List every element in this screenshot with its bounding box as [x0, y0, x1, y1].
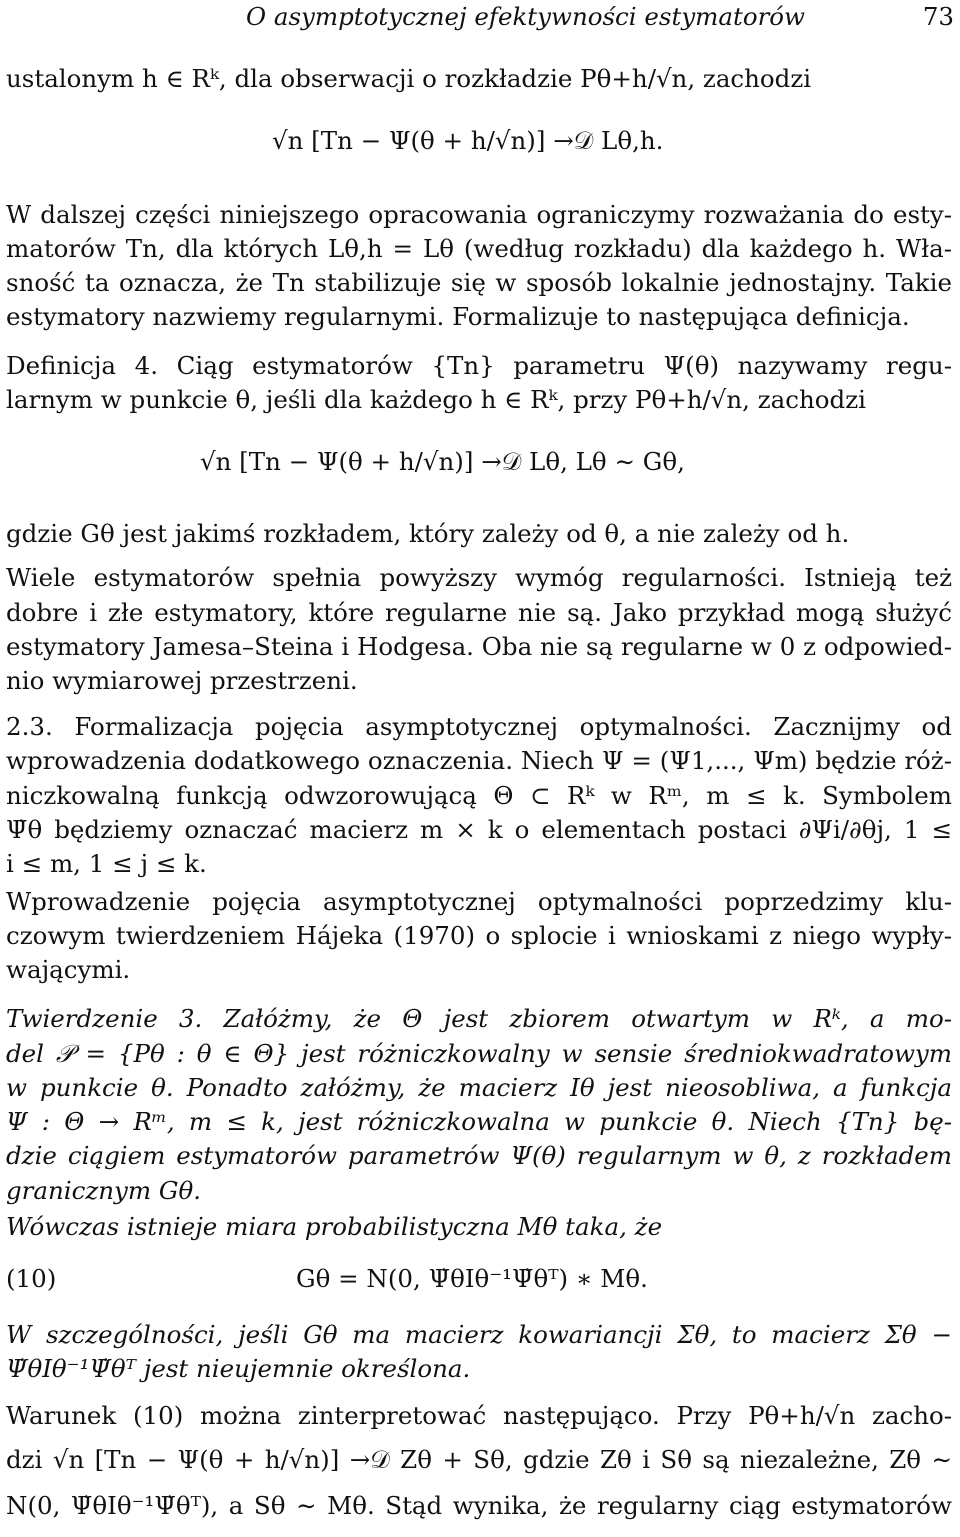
text-line: wającymi. — [6, 955, 131, 984]
text-line: niczkowalną funkcją odwzorowującą Θ ⊂ Rᵏ w Rᵐ, m ≤ k. Symbolem — [6, 781, 952, 810]
text-line: larnym w punkcie θ, jeśli dla każdego h ∈ Rᵏ, przy Pθ+h/√n, zachodzi — [6, 385, 866, 414]
text-line: sność ta oznacza, że Tn stabilizuje się w sposób lokalnie jednostajny. Takie — [6, 268, 952, 297]
running-title: O asymptotycznej efektywności estymatorów — [246, 2, 806, 31]
running-header — [0, 2, 960, 32]
text-line: granicznym Gθ. — [6, 1176, 201, 1205]
text-line: Wprowadzenie pojęcia asymptotycznej optymalności poprzedzimy klu- — [6, 887, 952, 916]
text-line: 2.3. Formalizacja pojęcia asymptotycznej optymalności. Zacznijmy od — [6, 712, 952, 741]
text-line: dzie ciągiem estymatorów parametrów Ψ(θ) regularnym w θ, z rozkładem — [6, 1141, 952, 1170]
text-line: i ≤ m, 1 ≤ j ≤ k. — [6, 849, 207, 878]
text-line: matorów Tn, dla których Lθ,h = Lθ (według rozkładu) dla każdego h. Wła- — [6, 234, 952, 263]
text-line: Wiele estymatorów spełnia powyższy wymóg regularności. Istnieją też — [6, 563, 952, 592]
text-line: Warunek (10) można zinterpretować następująco. Przy Pθ+h/√n zacho- — [6, 1401, 952, 1430]
text-line: gdzie Gθ jest jakimś rozkładem, który zależy od θ, a nie zależy od h. — [6, 519, 850, 548]
text-line: dzi √n [Tn − Ψ(θ + h/√n)] →𝒟 Zθ + Sθ, gdzie Zθ i Sθ są niezależne, Zθ ∼ — [6, 1445, 952, 1474]
text-line: estymatory nazwiemy regularnymi. Formalizuje to następująca definicja. — [6, 302, 910, 331]
text-line: Ψ : Θ → Rᵐ, m ≤ k, jest różniczkowalna w punkcie θ. Niech {Tn} bę- — [6, 1107, 952, 1136]
display-equation: √n [Tn − Ψ(θ + h/√n)] →𝒟 Lθ, Lθ ∼ Gθ, — [200, 447, 685, 476]
text-line: nio wymiarowej przestrzeni. — [6, 666, 358, 695]
display-equation: √n [Tn − Ψ(θ + h/√n)] →𝒟 Lθ,h. — [272, 126, 664, 155]
text-line: Definicja 4. Ciąg estymatorów {Tn} parametru Ψ(θ) nazywamy regu- — [6, 351, 952, 380]
text-line: wprowadzenia dodatkowego oznaczenia. Niech Ψ = (Ψ1,..., Ψm) będzie róż- — [6, 746, 952, 775]
text-line: W dalszej części niniejszego opracowania ograniczymy rozważania do esty- — [6, 200, 952, 229]
equation-label: (10) — [6, 1264, 57, 1293]
text-line: w punkcie θ. Ponadto załóżmy, że macierz Iθ jest nieosobliwa, a funkcja — [6, 1073, 952, 1102]
text-line: N(0, Ψ̇θIθ⁻¹Ψ̇θᵀ), a Sθ ∼ Mθ. Stąd wynika, że regularny ciąg estymatorów — [6, 1491, 952, 1520]
text-line: estymatory Jamesa–Steina i Hodgesa. Oba nie są regularne w 0 z odpowied- — [6, 632, 952, 661]
text-line: czowym twierdzeniem Hájeka (1970) o splocie i wnioskami z niego wypły- — [6, 921, 952, 950]
display-equation: Gθ = N(0, Ψ̇θIθ⁻¹Ψ̇θᵀ) ∗ Mθ. — [296, 1264, 648, 1293]
text-line: Ψ̇θ będziemy oznaczać macierz m × k o elementach postaci ∂Ψi/∂θj, 1 ≤ — [6, 815, 952, 844]
text-line: Ψ̇θIθ⁻¹Ψ̇θᵀ jest nieujemnie określona. — [6, 1354, 471, 1383]
text-line: dobre i złe estymatory, które regularne nie są. Jako przykład mogą służyć — [6, 598, 952, 627]
text-line: del 𝒫 = {Pθ : θ ∈ Θ} jest różniczkowalny w sensie średniokwadratowym — [6, 1039, 952, 1068]
page-number: 73 — [922, 2, 954, 31]
text-line: ustalonym h ∈ Rᵏ, dla obserwacji o rozkładzie Pθ+h/√n, zachodzi — [6, 64, 812, 93]
text-line: W szczególności, jeśli Gθ ma macierz kowariancji Σθ, to macierz Σθ − — [6, 1320, 952, 1349]
text-line: Wówczas istnieje miara probabilistyczna Mθ taka, że — [6, 1212, 663, 1241]
text-line: Twierdzenie 3. Załóżmy, że Θ jest zbiorem otwartym w Rᵏ, a mo- — [6, 1004, 952, 1033]
